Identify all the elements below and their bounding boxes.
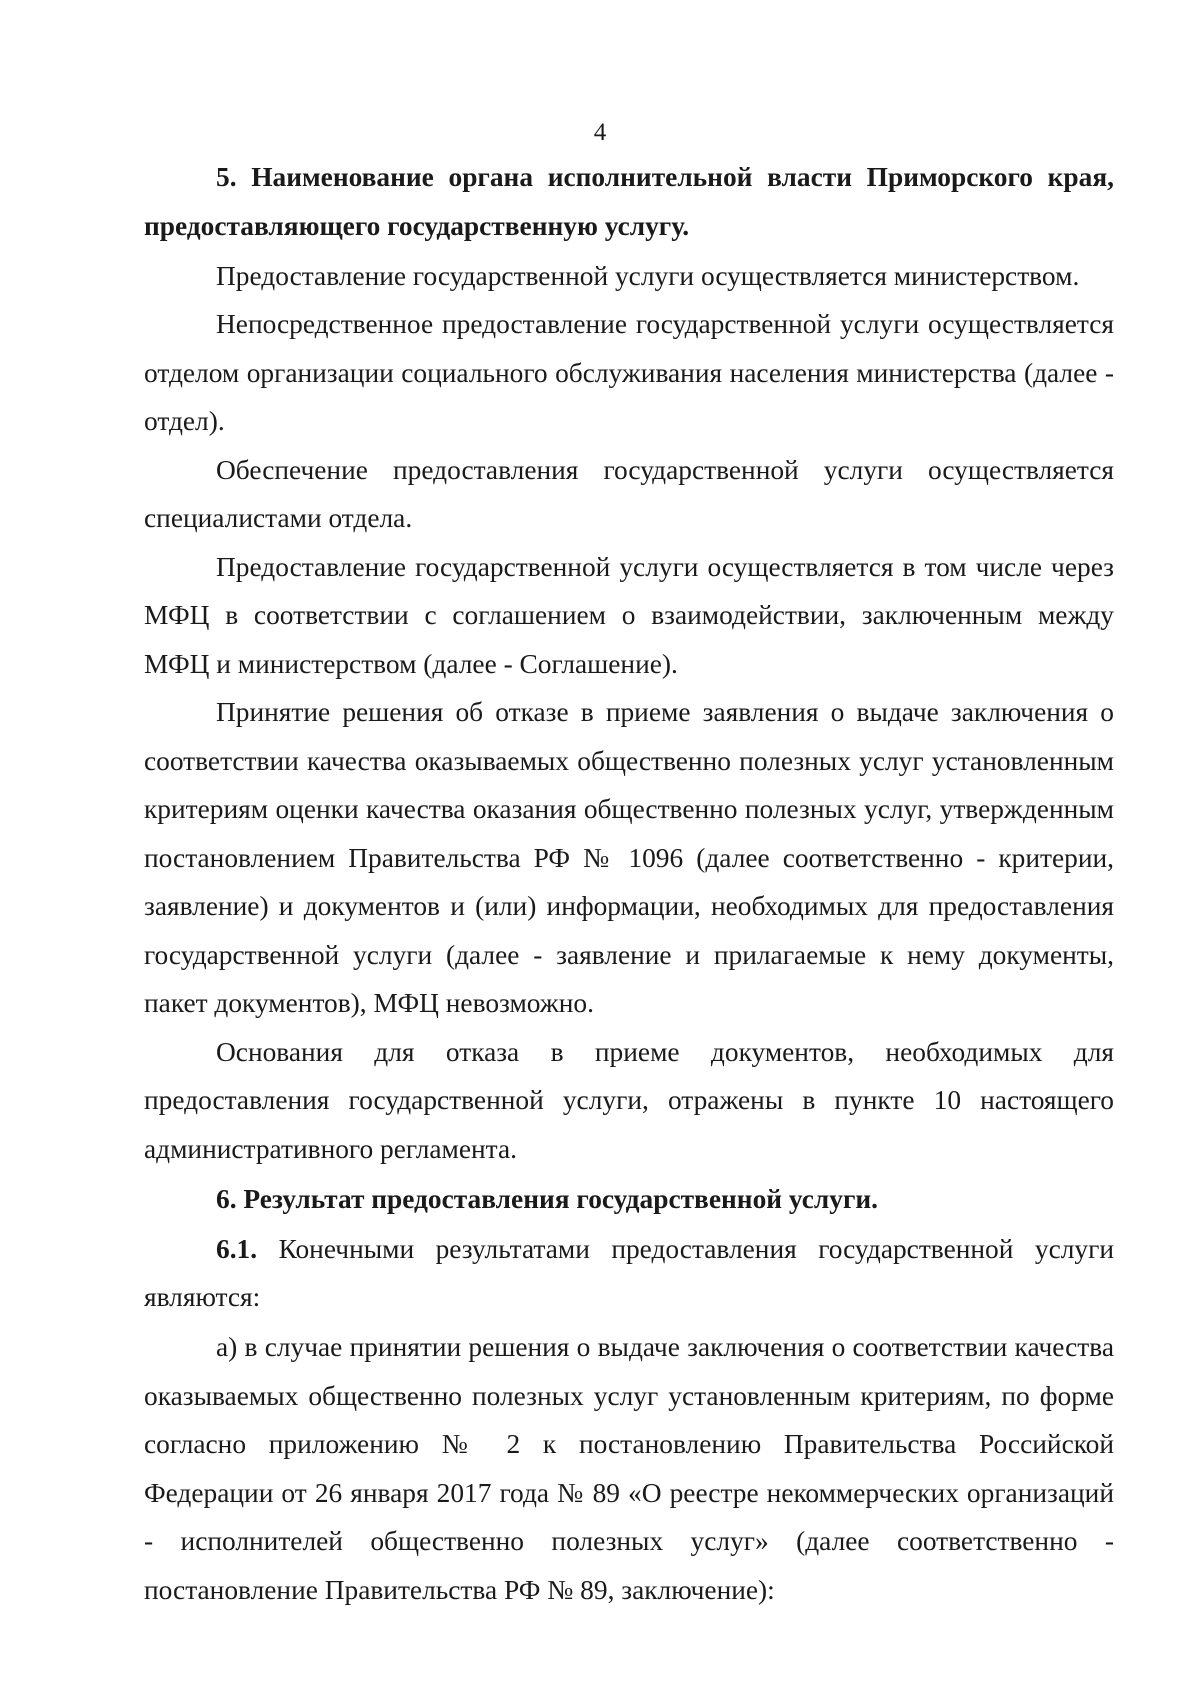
item-a: а) в случае принятии решения о выдаче заключения о соответствии качества оказываемых общественно полезных услуг установленным критериям, по форме согласно приложению № 2 к постановлению Правительства Российской Федерации от 26 января 2017 года № 89 «О реестре некоммерческих организаций - исполнителей общественно полезных услуг» (далее соответственно - постановление Правительства РФ № 89, заключение):: [144, 1332, 1114, 1605]
section-5-paragraph-2: Непосредственное предоставление государственной услуги осуществляется отделом организации социального обслуживания населения министерства (далее - отдел).: [144, 309, 1114, 436]
document-body: [144, 153, 1114, 1614]
section-5-paragraph-3: Обеспечение предоставления государственной услуги осуществляется специалистами отдела.: [144, 454, 1114, 533]
section-5-paragraph-4: Предоставление государственной услуги осуществляется в том числе через МФЦ в соответствии с соглашением о взаимодействии, заключенным между МФЦ и министерством (далее - Соглашение).: [144, 551, 1114, 679]
item-6-1-text: Конечными результатами предоставления государственной услуги являются:: [144, 1233, 1114, 1312]
section-5-paragraph-1: Предоставление государственной услуги осуществляется министерством.: [216, 260, 1080, 291]
section-5-heading: 5. Наименование органа исполнительной власти Приморского края, предоставляющего государственную услугу.: [144, 162, 1114, 241]
page-number: 4: [593, 119, 607, 146]
section-6-heading: 6. Результат предоставления государственной услуги.: [216, 1183, 879, 1214]
section-5-paragraph-5: Принятие решения об отказе в приеме заявления о выдаче заключения о соответствии качества оказываемых общественно полезных услуг установленным критериям оценки качества оказания общественно полезных услуг, утвержденным постановлением Правительства РФ № 1096 (далее соответственно - критерии, заявление) и документов и (или) информации, необходимых для предоставления государственной услуги (далее - заявление и прилагаемые к нему документы, пакет документов), МФЦ невозможно.: [144, 697, 1114, 1018]
item-6-1: [144, 1225, 1114, 1322]
section-5-paragraph-6: Основания для отказа в приеме документов, необходимых для предоставления государственной услуги, отражены в пункте 10 настоящего административного регламента.: [144, 1036, 1114, 1164]
item-6-1-number: 6.1.: [216, 1233, 258, 1264]
